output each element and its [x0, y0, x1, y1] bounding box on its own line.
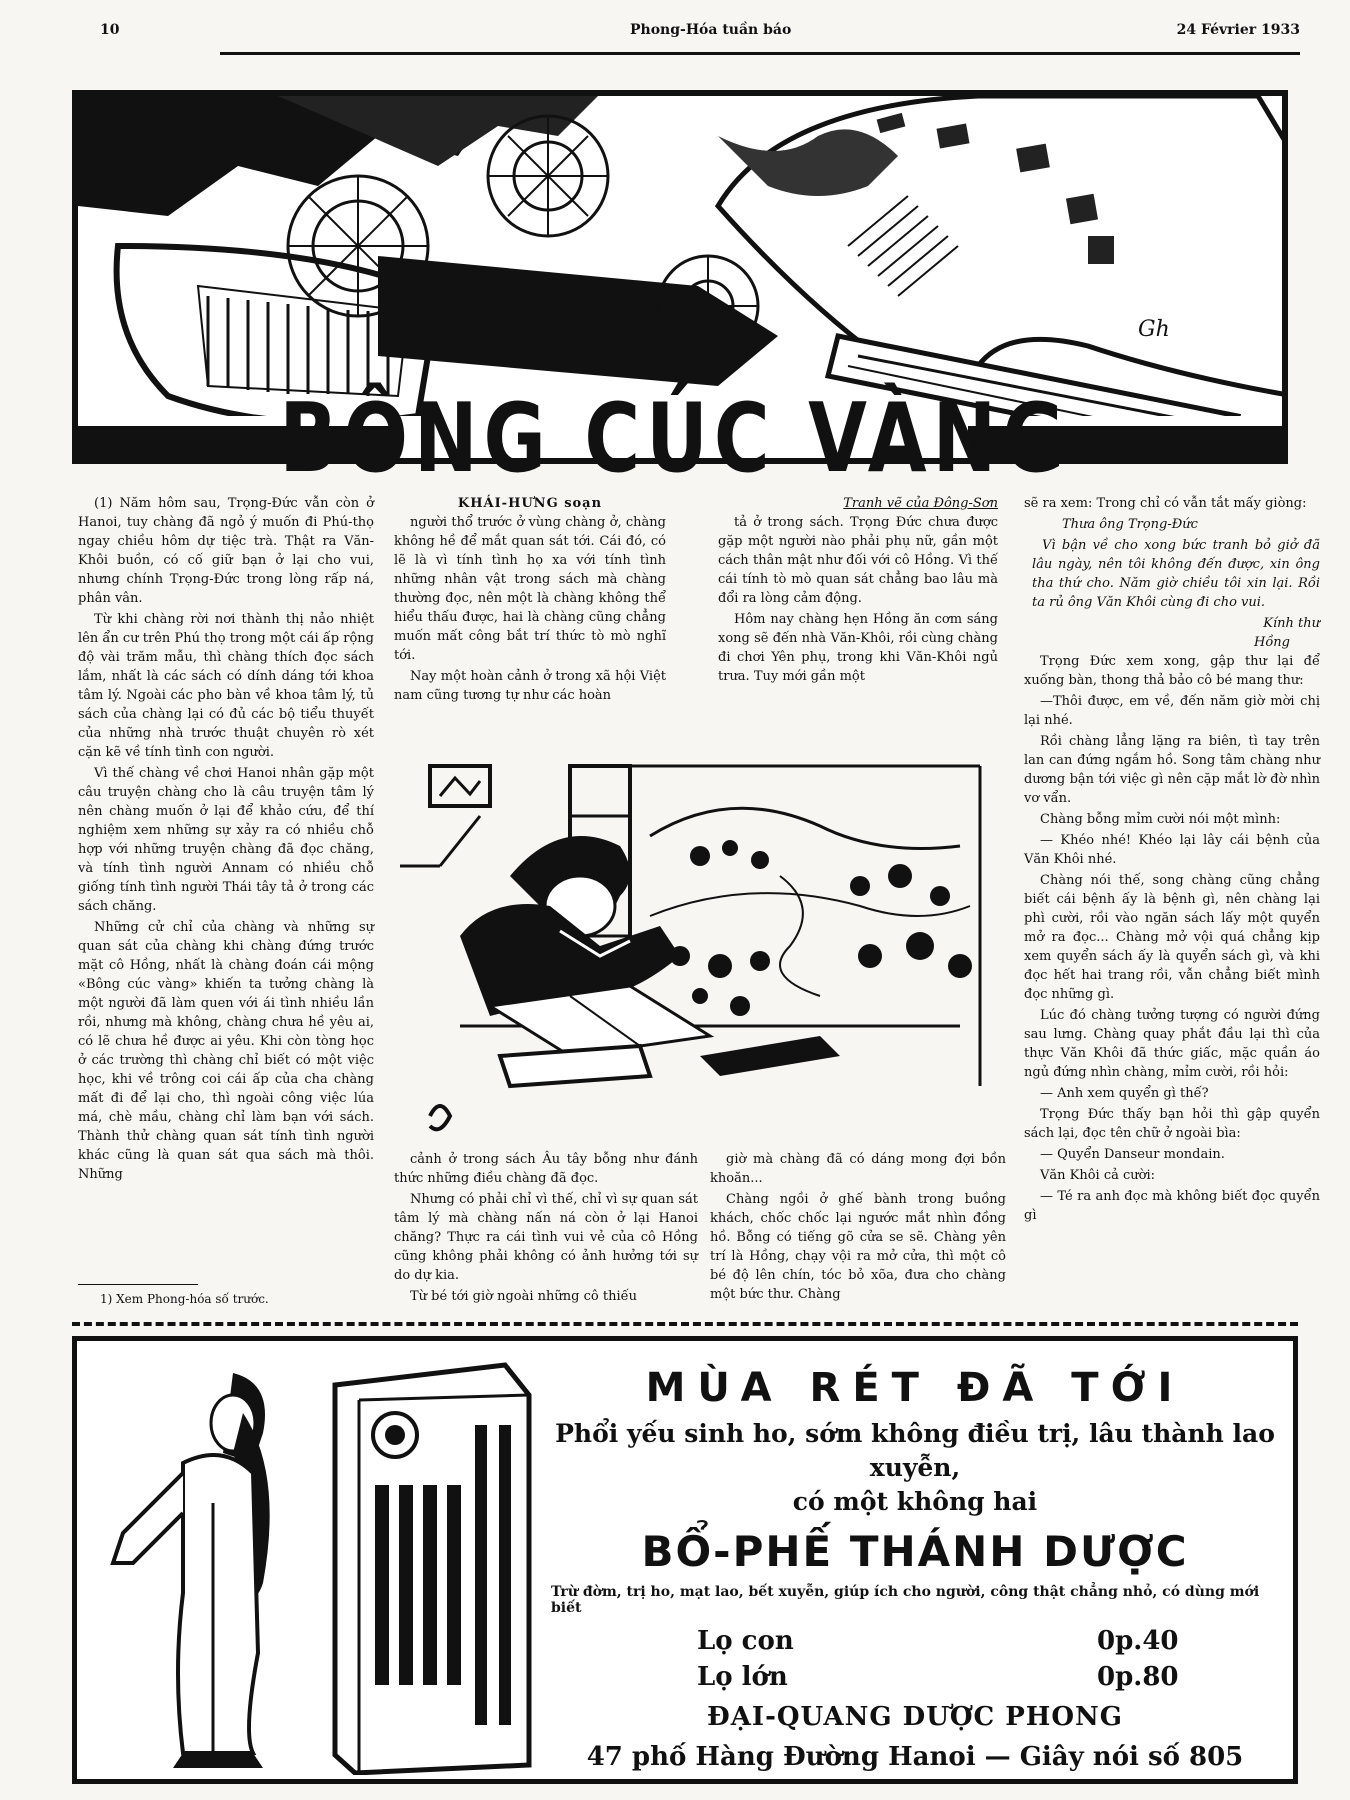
- paragraph: Văn Khôi cả cười:: [1040, 1168, 1156, 1183]
- paragraph: tả ở trong sách. Trọng Đức chưa được gặp một người nào phải phụ nữ, gần một cách thân mật như đối với cô Hồng. Vì thế cái tính tò mò quan sát chẳng bao lâu mà đổi ra lòng cảm động.: [718, 515, 998, 606]
- price-label: Lọ con: [697, 1626, 794, 1656]
- header-rule: [220, 52, 1300, 55]
- paragraph: Chàng ngồi ở ghế bành trong buồng khách, chốc chốc lại ngước mắt nhìn đồng hồ. Bỗng có tiếng gõ cửa se sẽ. Chàng yên trí là Hồng, chạy vội ra mở cửa, thì một cô bé độ lên chín, tóc bỏ xõa, đưa cho chàng một bức thư. Chàng: [710, 1192, 1006, 1302]
- paragraph: người thổ trước ở vùng chàng ở, chàng không hề để mắt quan sát tới. Cái đó, có lẽ là vì tính tình họ xa với tính tình những nhân vật trong sách mà chàng thường đọc, nên một là chàng không thể hiểu thấu được, hai là chàng cũng chẳng muốn mất công bắt trí thức tò mò nghĩ tới.: [394, 515, 666, 663]
- letter: [1024, 515, 1320, 652]
- ad-top-rule: [72, 1322, 1298, 1326]
- paragraph: — Quyển Danseur mondain.: [1040, 1147, 1225, 1162]
- company-address: 47 phố Hàng Đường Hanoi — Giây nói số 805: [586, 1742, 1244, 1772]
- paper-name: Phong-Hóa tuần báo: [630, 22, 792, 38]
- price-row: [547, 1662, 1283, 1698]
- paragraph: —Thôi được, em về, đến năm giờ mời chị lại nhé.: [1024, 694, 1320, 728]
- paragraph: Nay một hoàn cảnh ở trong xã hội Việt nam cũng tương tự như các hoàn: [394, 669, 666, 703]
- paragraph: — Khéo nhé! Khéo lại lây cái bệnh của Văn Khôi nhé.: [1024, 833, 1320, 867]
- medicine-box-illustration: [325, 1355, 539, 1775]
- article-title: BÔNG CÚC VÀNG: [279, 382, 1071, 494]
- page-number: 10: [100, 22, 120, 38]
- company-name: ĐẠI-QUANG DƯỢC PHONG: [707, 1702, 1123, 1732]
- footnote: 1) Xem Phong-hóa số trước.: [100, 1292, 269, 1306]
- illustration-credit: Tranh vẽ của Đông-Sơn: [843, 496, 998, 511]
- reading-man-illustration: [400, 756, 1000, 1142]
- paragraph: — Té ra anh đọc mà không biết đọc quyển gì: [1024, 1189, 1320, 1223]
- author-byline: KHÁI-HƯNG soạn: [457, 496, 603, 511]
- letter-body: Vì bận về cho xong bức tranh bỏ giở đã lâu ngày, nên tôi không đến được, xin ông tha thứ cho. Năm giờ chiều tôi xin lại. Rồi ta rủ ông Văn Khôi cùng đi cho vui.: [1032, 538, 1320, 610]
- paragraph: sẽ ra xem: Trong chỉ có vẫn tắt mấy giòng:: [1024, 496, 1307, 511]
- column-2-continued: [394, 1150, 698, 1308]
- paragraph: Nhưng có phải chỉ vì thế, chỉ vì sự quan sát tâm lý mà chàng nấn ná còn ở lại Hanoi chăng? Thực ra cái tình vui vẻ của cô Hồng cũng không phải không có ảnh hưởng tới sự do dự kia.: [394, 1192, 698, 1283]
- paragraph: Chàng bỗng mỉm cười nói một mình:: [1040, 812, 1281, 827]
- coughing-woman-illustration: [83, 1353, 283, 1773]
- column-2: [394, 494, 666, 707]
- issue-date: 24 Février 1933: [1176, 22, 1300, 38]
- price-value: 0p.80: [1097, 1662, 1179, 1692]
- paragraph: Hôm nay chàng hẹn Hồng ăn cơm sáng xong sẽ đến nhà Văn-Khôi, rồi cùng chàng đi chơi Yên phụ, trong khi Văn-Khôi ngủ trưa. Tuy mới gần một: [718, 612, 998, 684]
- paragraph: giờ mà chàng đã có dáng mong đợi bồn khoăn...: [710, 1152, 1006, 1186]
- paragraph: Vì thế chàng về chơi Hanoi nhân gặp một câu truyện chàng cho là câu truyện tâm lý nên chàng muốn ở lại để khảo cứu, để thí nghiệm xem những sự xảy ra có nhiều chỗ hợp với những truyện chàng đã đọc chăng, và tính tình người Annam có nhiều chỗ giống tính tình người Thái tây tả ở trong các sách chăng.: [78, 766, 374, 914]
- paragraph: Rồi chàng lẳng lặng ra biên, tì tay trên lan can đứng ngắm hồ. Song tâm chàng như dương bận tới việc gì nên cặp mắt lờ đờ nhìn vơ vẩn.: [1024, 734, 1320, 806]
- paragraph: Lúc đó chàng tưởng tượng có người đứng sau lưng. Chàng quay phắt đầu lại thì của thực Văn Khôi đã thức giấc, mặc quần áo ngủ đứng nhìn chàng, mỉm cười, rồi hỏi:: [1024, 1008, 1320, 1080]
- artist-signature: Gh: [1138, 317, 1170, 342]
- paragraph: Từ khi chàng rời nơi thành thị nảo nhiệt lên ẩn cư trên Phú thọ trong một cái ấp rộng độ vài trăm mẫu, thì chàng thích đọc sách lắm, nhất là các sách có dính dáng tới khoa tâm lý. Ngoài các pho bàn về khoa tâm lý, tủ sách của chàng lại có đủ các bộ tiểu thuyết của những nhà trước thuật chuyên rò xét cặn kẽ về tính tình con người.: [78, 612, 374, 760]
- column-3: [718, 494, 998, 688]
- footnote-rule: [78, 1284, 198, 1285]
- page-header: [100, 22, 1300, 44]
- price-row: [547, 1626, 1283, 1662]
- price-value: 0p.40: [1097, 1626, 1179, 1656]
- paragraph: cảnh ở trong sách Âu tây bỗng như đánh thức những điều chàng đã đọc.: [394, 1152, 698, 1186]
- column-1: [78, 494, 374, 1186]
- letter-closing: Kính thư: [1263, 616, 1320, 631]
- ad-subheadline: Phổi yếu sinh ho, sớm không điều trị, lâu thành lao xuyễn,: [555, 1419, 1275, 1482]
- column-3-continued: [710, 1150, 1006, 1306]
- paragraph: — Anh xem quyển gì thế?: [1040, 1086, 1209, 1101]
- letter-salutation: Thưa ông Trọng-Đức: [1062, 517, 1198, 532]
- ad-copy: [547, 1341, 1283, 1772]
- ad-headline: MÙA RÉT ĐÃ TỚI: [645, 1365, 1185, 1411]
- ad-tagline: có một không hai: [792, 1487, 1038, 1516]
- paragraph: Từ bé tới giờ ngoài những cô thiếu: [410, 1289, 637, 1304]
- paragraph: (1) Năm hôm sau, Trọng-Đức vẫn còn ở Hanoi, tuy chàng đã ngỏ ý muốn đi Phú-thọ ngay chiều hôm dự tiệc trà. Thật ra Văn-Khôi buồn, có cố giữ bạn ở lại cho vui, nhưng chính Trọng-Đức trong lòng rấp ná, phân vân.: [78, 496, 374, 606]
- paragraph: Chàng nói thế, song chàng cũng chẳng biết cái bệnh ấy là bệnh gì, nên chàng lại phì cười, rồi vào ngăn sách lấy một quyển mở ra đọc... Chàng mở vội quá chẳng kịp xem quyển sách ấy là quyển sách gì, và khi đọc hết hai trang rồi, vẫn chẳng biết mình đọc những gì.: [1024, 873, 1320, 1002]
- price-label: Lọ lớn: [697, 1662, 788, 1692]
- column-4: [1024, 494, 1320, 1227]
- paragraph: Trọng Đức xem xong, gập thư lại để xuống bàn, thong thả bảo cô bé mang thư:: [1024, 654, 1320, 688]
- letter-signature: Hồng: [1254, 635, 1290, 650]
- medicine-advertisement: [72, 1336, 1298, 1784]
- paragraph: Trọng Đức thấy bạn hỏi thì gập quyển sách lại, đọc tên chữ ở ngoài bìa:: [1024, 1107, 1320, 1141]
- paragraph: Những cử chỉ của chàng và những sự quan sát của chàng khi chàng đứng trước mặt cô Hồng, nhất là chàng đoán cái mộng «Bông cúc vàng» khiến ta tưởng chàng là một người đã làm quen với ái tình nhiều lần rồi, nhưng mà không, chàng chưa hề yêu ai, có lẽ chưa hề được ai yêu. Khi còn tòng học ở các trường thì chàng chỉ biết có một việc học, khi về trông coi cái ấp của cha chàng mất đi để lại cho, thì ngoài công việc lúa má, chè mầu, chàng chỉ làm bạn với sách. Thành thử chàng quan sát tính tình người khác cũng là quan sát qua sách mà thôi. Những: [78, 920, 374, 1182]
- product-description: Trừ đờm, trị ho, mạt lao, bết xuyễn, giúp ích cho người, công thật chẳng nhỏ, có dùng mới biết: [551, 1584, 1260, 1616]
- product-name: BỔ-PHẾ THÁNH DƯỢC: [641, 1527, 1189, 1576]
